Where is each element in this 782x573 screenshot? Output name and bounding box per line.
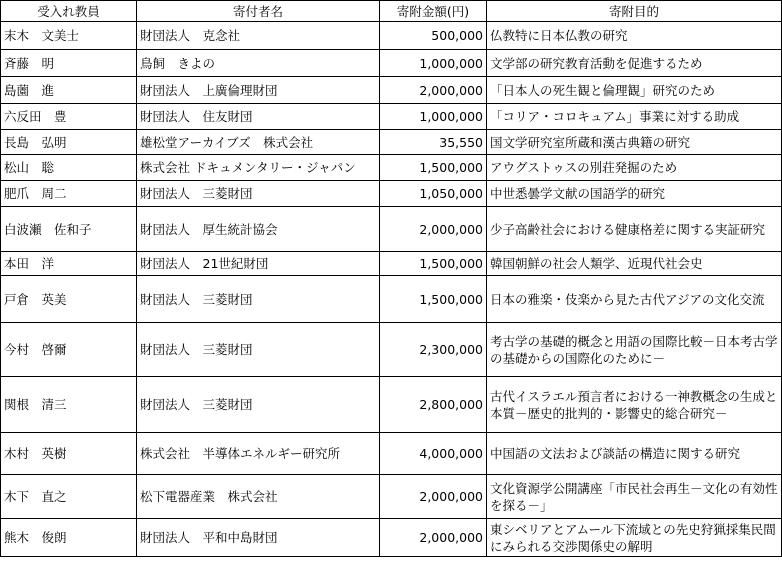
donation-purpose: 文化資源学公開講座「市民社会再生－文化の有効性を探る－」 [487, 475, 782, 519]
donation-amount: 2,000,000 [380, 77, 487, 104]
donor-name: 株式会社 ドキュメンタリー・ジャパン [137, 155, 380, 181]
faculty-name: 六反田 豊 [1, 104, 137, 130]
donor-name: 財団法人 三菱財団 [137, 276, 380, 323]
donor-name: 財団法人 三菱財団 [137, 323, 380, 377]
table-row [1, 377, 782, 433]
donor-name: 松下電器産業 株式会社 [137, 475, 380, 519]
donation-purpose: 古代イスラエル預言者における一神教概念の生成と本質－歴史的批判的・影響史的総合研究－ [487, 377, 782, 433]
donation-amount: 35,550 [380, 130, 487, 155]
donation-purpose: 日本の雅楽・伎楽から見た古代アジアの文化交流 [487, 276, 782, 323]
donor-name: 財団法人 上廣倫理財団 [137, 77, 380, 104]
table-row [1, 475, 782, 519]
faculty-name: 木村 英樹 [1, 433, 137, 475]
faculty-name: 熊木 俊朗 [1, 519, 137, 557]
donor-name: 財団法人 三菱財団 [137, 181, 380, 207]
donation-purpose: 「コリア・コロキュアム」事業に対する助成 [487, 104, 782, 130]
faculty-name: 末木 文美士 [1, 22, 137, 50]
table-row [1, 130, 782, 155]
header-faculty: 受入れ教員 [1, 1, 137, 22]
donor-name: 財団法人 住友財団 [137, 104, 380, 130]
donation-amount: 4,000,000 [380, 433, 487, 475]
faculty-name: 松山 聡 [1, 155, 137, 181]
donor-name: 財団法人 克念社 [137, 22, 380, 50]
table-row [1, 77, 782, 104]
table-row [1, 519, 782, 557]
faculty-name: 関根 清三 [1, 377, 137, 433]
donation-purpose: 「日本人の死生観と倫理観」研究のため [487, 77, 782, 104]
donation-amount: 500,000 [380, 22, 487, 50]
donor-name: 財団法人 厚生統計協会 [137, 207, 380, 252]
table-row [1, 323, 782, 377]
table-row [1, 207, 782, 252]
donor-name: 鳥飼 きよの [137, 50, 380, 77]
donation-purpose: 少子高齢社会における健康格差に関する実証研究 [487, 207, 782, 252]
donation-purpose: 仏教特に日本仏教の研究 [487, 22, 782, 50]
donation-amount: 1,500,000 [380, 276, 487, 323]
donation-purpose: 中世悉曇学文献の国語学的研究 [487, 181, 782, 207]
table-row [1, 50, 782, 77]
donation-purpose: 国文学研究室所蔵和漢古典籍の研究 [487, 130, 782, 155]
faculty-name: 木下 直之 [1, 475, 137, 519]
faculty-name: 島薗 進 [1, 77, 137, 104]
faculty-name: 長島 弘明 [1, 130, 137, 155]
donation-purpose: 考古学の基礎的概念と用語の国際比較－日本考古学の基礎からの国際化のために－ [487, 323, 782, 377]
donation-amount: 2,000,000 [380, 207, 487, 252]
donation-amount: 2,000,000 [380, 519, 487, 557]
donation-amount: 1,500,000 [380, 252, 487, 276]
donation-amount: 2,000,000 [380, 475, 487, 519]
donation-amount: 1,050,000 [380, 181, 487, 207]
table-row [1, 276, 782, 323]
table-row [1, 252, 782, 276]
donation-purpose: 文学部の研究教育活動を促進するため [487, 50, 782, 77]
header-donor: 寄付者名 [137, 1, 380, 22]
donor-name: 財団法人 21世紀財団 [137, 252, 380, 276]
donation-purpose: アウグストゥスの別荘発掘のため [487, 155, 782, 181]
donation-amount: 1,500,000 [380, 155, 487, 181]
faculty-name: 戸倉 英美 [1, 276, 137, 323]
header-purpose: 寄附目的 [487, 1, 782, 22]
table-row [1, 104, 782, 130]
table-row [1, 433, 782, 475]
donation-amount: 2,300,000 [380, 323, 487, 377]
table-row [1, 181, 782, 207]
donation-amount: 1,000,000 [380, 50, 487, 77]
donor-name: 雄松堂アーカイブズ 株式会社 [137, 130, 380, 155]
faculty-name: 今村 啓爾 [1, 323, 137, 377]
donor-name: 財団法人 平和中島財団 [137, 519, 380, 557]
donor-name: 株式会社 半導体エネルギー研究所 [137, 433, 380, 475]
donation-purpose: 韓国朝鮮の社会人類学、近現代社会史 [487, 252, 782, 276]
faculty-name: 肥爪 周二 [1, 181, 137, 207]
faculty-name: 白波瀬 佐和子 [1, 207, 137, 252]
header-amount: 寄附金額(円) [380, 1, 487, 22]
header-row [1, 1, 782, 22]
donation-purpose: 東シベリアとアムール下流域との先史狩猟採集民間にみられる交渉関係史の解明 [487, 519, 782, 557]
faculty-name: 斉藤 明 [1, 50, 137, 77]
table-row [1, 22, 782, 50]
donation-amount: 2,800,000 [380, 377, 487, 433]
faculty-name: 本田 洋 [1, 252, 137, 276]
donor-name: 財団法人 三菱財団 [137, 377, 380, 433]
donation-purpose: 中国語の文法および談話の構造に関する研究 [487, 433, 782, 475]
donation-amount: 1,000,000 [380, 104, 487, 130]
table-row [1, 155, 782, 181]
